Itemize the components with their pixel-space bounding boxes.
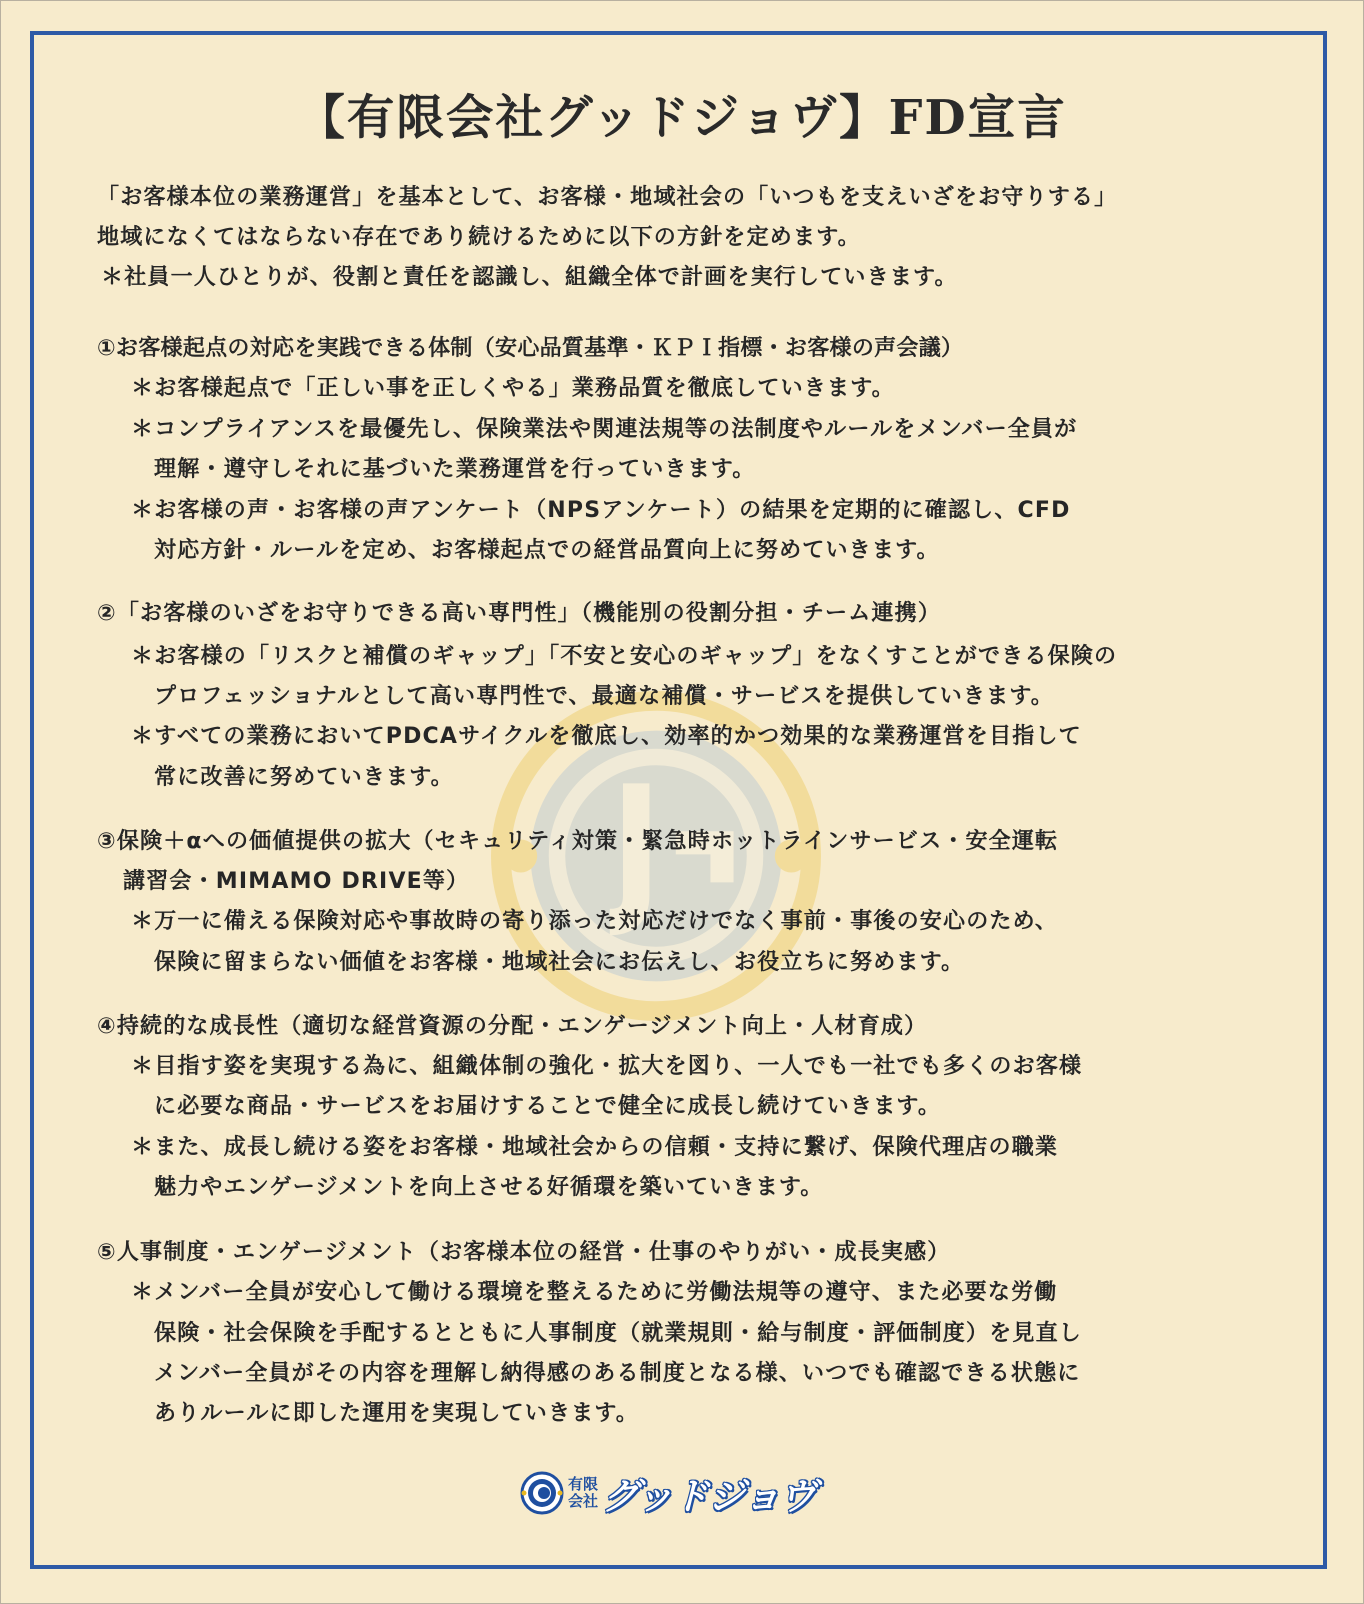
section-line: 魅力やエンゲージメントを向上させる好循環を築いていきます。 xyxy=(154,1175,824,1200)
section-line: 保険・社会保険を手配するとともに人事制度（就業規則・給与制度・評価制度）を見直し xyxy=(154,1321,1083,1346)
section-line: ありルールに即した運用を実現していきます。 xyxy=(154,1401,640,1426)
company-logo xyxy=(520,1467,815,1519)
section-line: ＊万一に備える保険対応や事故時の寄り添った対応だけでなく事前・事後の安心のため、 xyxy=(131,909,1059,934)
page-title: 【有限会社グッドジョヴ】FD宣言 xyxy=(297,90,1067,146)
section-line: ＊お客様の「リスクと補償のギャップ」「不安と安心のギャップ」をなくすことができる保険の xyxy=(131,644,1118,669)
section-heading: ②「お客様のいざをお守りできる高い専門性」（機能別の役割分担・チーム連携） xyxy=(97,601,942,626)
section-line: ＊メンバー全員が安心して働ける環境を整えるために労働法規等の遵守、また必要な労働 xyxy=(131,1280,1058,1305)
intro-line: 「お客様本位の業務運営」を基本として、お客様・地域社会の「いつもを支えいざをお守りする」 xyxy=(97,185,1118,210)
section-line: 理解・遵守しそれに基づいた業務運営を行っていきます。 xyxy=(154,457,756,482)
logo-small-bottom: 会社 xyxy=(568,1492,599,1510)
logo-small-top: 有限 xyxy=(568,1475,599,1493)
section-line: ＊目指す姿を実現する為に、組織体制の強化・拡大を図り、一人でも一社でも多くのお客様 xyxy=(131,1054,1083,1079)
section-line: 常に改善に努めていきます。 xyxy=(154,765,454,790)
section-line: ＊お客様の声・お客様の声アンケート（NPSアンケート）の結果を定期的に確認し、CFD xyxy=(131,498,1071,523)
section-line: プロフェッショナルとして高い専門性で、最適な補償・サービスを提供していきます。 xyxy=(154,684,1054,709)
section-line: ＊コンプライアンスを最優先し、保険業法や関連法規等の法制度やルールをメンバー全員が xyxy=(131,417,1078,442)
section-line: メンバー全員がその内容を理解し納得感のある制度となる様、いつでも確認できる状態に xyxy=(154,1361,1081,1386)
section-heading: ①お客様起点の対応を実践できる体制（安心品質基準・ＫＰＩ指標・お客様の声会議） xyxy=(97,336,964,361)
intro-line: 地域になくてはならない存在であり続けるために以下の方針を定めます。 xyxy=(97,225,861,250)
section-line: ＊また、成長し続ける姿をお客様・地域社会からの信頼・支持に繋げ、保険代理店の職業 xyxy=(131,1135,1059,1160)
section-heading: ⑤人事制度・エンゲージメント（お客様本位の経営・仕事のやりがい・成長実感） xyxy=(97,1240,951,1265)
section-heading: ④持続的な成長性（適切な経営資源の分配・エンゲージメント向上・人材育成） xyxy=(97,1014,928,1039)
section-heading: ③保険＋αへの価値提供の拡大（セキュリティ対策・緊急時ホットラインサービス・安全運転 xyxy=(97,829,1059,854)
section-line: 保険に留まらない価値をお客様・地域社会にお伝えし、お役立ちに努めます。 xyxy=(154,950,965,975)
logo-mark-icon xyxy=(520,1471,564,1515)
section-line: に必要な商品・サービスをお届けすることで健全に成長し続けていきます。 xyxy=(154,1094,942,1119)
logo-name: グッドジョヴ xyxy=(602,1475,816,1518)
section-heading-continued: 講習会・MIMAMO DRIVE等） xyxy=(123,869,470,894)
section-line: ＊すべての業務においてPDCAサイクルを徹底し、効率的かつ効果的な業務運営を目指して xyxy=(131,724,1082,749)
section-line: ＊お客様起点で「正しい事を正しくやる」業務品質を徹底していきます。 xyxy=(131,376,895,401)
section-line: 対応方針・ルールを定め、お客様起点での経営品質向上に努めていきます。 xyxy=(154,538,940,563)
intro-line: ＊社員一人ひとりが、役割と責任を認識し、組織全体で計画を実行していきます。 xyxy=(101,265,958,290)
logo-company-type xyxy=(568,1476,598,1510)
